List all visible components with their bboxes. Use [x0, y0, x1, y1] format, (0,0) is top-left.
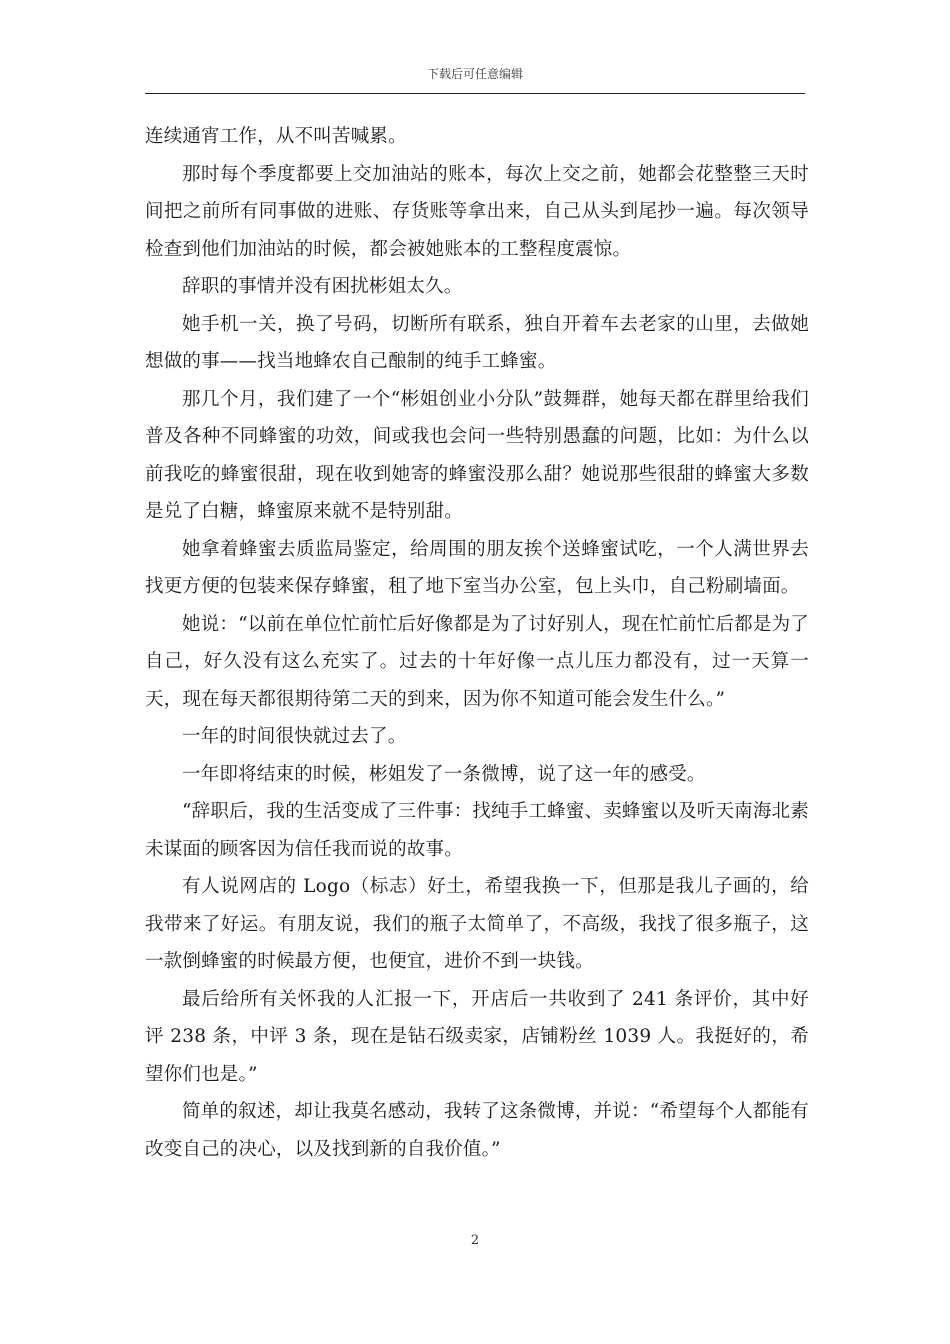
paragraph: “辞职后，我的生活变成了三件事：找纯手工蜂蜜、卖蜂蜜以及听天南海北素未谋面的顾客因为信任我而说的故事。	[145, 801, 809, 860]
paragraph: 简单的叙述，却让我莫名感动，我转了这条微博，并说：“希望每个人都能有改变自己的决心，以及找到新的自我价值。”	[145, 1101, 809, 1160]
paragraph: 一年即将结束的时候，彬姐发了一条微博，说了这一年的感受。	[182, 763, 706, 785]
page-header: 下载后可任意编辑	[426, 67, 523, 81]
header-divider	[145, 93, 805, 94]
page-number: 2	[470, 1233, 480, 1248]
paragraph: 她说：“以前在单位忙前忙后好像都是为了讨好别人，现在忙前忙后都是为了自己，好久没有这么充实了。过去的十年好像一点儿压力都没有，过一天算一天，现在每天都很期待第二天的到来，因为你不知道可能会发生什么。”	[145, 613, 809, 710]
paragraph: 她手机一关，换了号码，切断所有联系，独自开着车去老家的山里，去做她想做的事——找当地蜂农自己酿制的纯手工蜂蜜。	[145, 313, 809, 372]
document-body	[145, 118, 809, 1168]
paragraph: 连续通宵工作，从不叫苦喊累。	[145, 126, 407, 147]
paragraph: 那几个月，我们建了一个“彬姐创业小分队”鼓舞群，她每天都在群里给我们普及各种不同蜂蜜的功效，间或我也会问一些特别愚蠢的问题，比如：为什么以前我吃的蜂蜜很甜，现在收到她寄的蜂蜜没那么甜？她说那些很甜的蜂蜜大多数是兑了白糖，蜂蜜原来就不是特别甜。	[145, 388, 809, 522]
paragraph: 那时每个季度都要上交加油站的账本，每次上交之前，她都会花整整三天时间把之前所有同事做的进账、存货账等拿出来，自己从头到尾抄一遍。每次领导检查到他们加油站的时候，都会被她账本的工整程度震惊。	[145, 163, 809, 260]
paragraph: 她拿着蜂蜜去质监局鉴定，给周围的朋友挨个送蜂蜜试吃，一个人满世界去找更方便的包装来保存蜂蜜，租了地下室当办公室，包上头巾，自己粉刷墙面。	[145, 538, 809, 597]
paragraph: 辞职的事情并没有困扰彬姐太久。	[182, 276, 463, 297]
paragraph: 最后给所有关怀我的人汇报一下，开店后一共收到了 241 条评价，其中好评 238 条，中评 3 条，现在是钻石级卖家，店铺粉丝 1039 人。我挺好的，希望你们也是。”	[145, 988, 809, 1085]
paragraph: 一年的时间很快就过去了。	[182, 726, 407, 747]
paragraph: 有人说网店的 Logo（标志）好土，希望我换一下，但那是我儿子画的，给我带来了好运。有朋友说，我们的瓶子太简单了，不高级，我找了很多瓶子，这一款倒蜂蜜的时候最方便，也便宜，进价不到一块钱。	[145, 876, 809, 972]
